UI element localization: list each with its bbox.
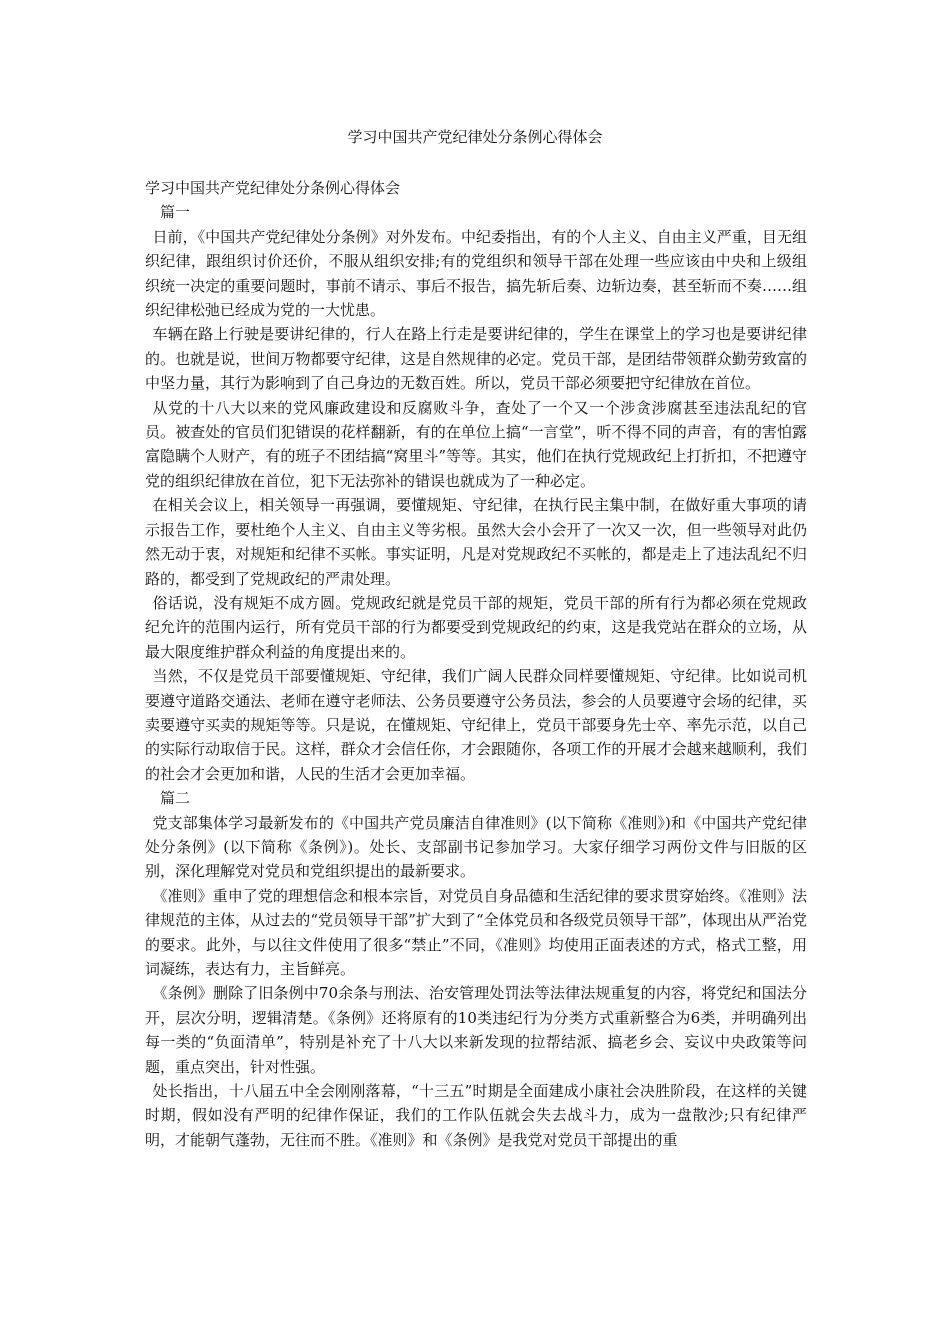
section-heading-1: 篇一 — [160, 203, 191, 222]
section-heading-2: 篇二 — [160, 789, 191, 808]
paragraph: 在相关会议上，相关领导一再强调，要懂规矩、守纪律，在执行民主集中制，在做好重大事项的请示报告工作，要杜绝个人主义、自由主义等劣根。虽然大会小会开了一次又一次，但一些领导对此仍然无动于衷，对规矩和纪律不买帐。事实证明，凡是对党规政纪不买帐的，都是走上了违法乱纪不归路的，都受到了党规政纪的严肃处理。 — [145, 496, 807, 588]
paragraph: 党支部集体学习最新发布的《中国共产党员廉洁自律准则》(以下简称《准则》)和《中国共产党纪律处分条例》(以下简称《条例》)。处长、支部副书记参加学习。大家仔细学习两份文件与旧版的区别，深化理解党对党员和党组织提出的最新要求。 — [145, 813, 807, 881]
document-subtitle: 学习中国共产党纪律处分条例心得体会 — [145, 179, 401, 197]
paragraph: 当然，不仅是党员干部要懂规矩、守纪律，我们广阔人民群众同样要懂规矩、守纪律。比如说司机要遵守道路交通法、老师在遵守老师法、公务员要遵守公务员法，参会的人员要遵守会场的纪律，买卖要遵守买卖的规矩等等。只是说，在懂规矩、守纪律上，党员干部要身先士卒、率先示范，以自己的实际行动取信于民。这样，群众才会信任你，才会跟随你，各项工作的开展才会越来越顺利，我们的社会才会更加和谐，人民的生活才会更加幸福。 — [145, 667, 807, 783]
paragraph: 车辆在路上行驶是要讲纪律的，行人在路上行走是要讲纪律的，学生在课堂上的学习也是要讲纪律的。也就是说，世间万物都要守纪律，这是自然规律的必定。党员干部，是团结带领群众勤劳致富的中坚力量，其行为影响到了自己身边的无数百姓。所以，党员干部必须要把守纪律放在首位。 — [145, 325, 807, 393]
paragraph: 处长指出，十八届五中全会刚刚落幕，“十三五”时期是全面建成小康社会决胜阶段，在这样的关键时期，假如没有严明的纪律作保证，我们的工作队伍就会失去战斗力，成为一盘散沙;只有纪律严明，才能朝气蓬勃，无往而不胜。《准则》和《条例》是我党对党员干部提出的重 — [145, 1082, 807, 1149]
paragraph: 《条例》删除了旧条例中70余条与刑法、治安管理处罚法等法律法规重复的内容，将党纪和国法分开，层次分明，逻辑清楚。《条例》还将原有的10类违纪行为分类方式重新整合为6类，并明确列出每一类的“负面清单”，特别是补充了十八大以来新发现的拉帮结派、搞老乡会、妄议中央政策等问题，重点突出，针对性强。 — [145, 984, 807, 1076]
document-body — [145, 176, 807, 1152]
paragraph: 日前，《中国共产党纪律处分条例》对外发布。中纪委指出，有的个人主义、自由主义严重，目无组织纪律，跟组织讨价还价，不服从组织安排;有的党组织和领导干部在处理一些应该由中央和上级组织统一决定的重要问题时，事前不请示、事后不报告，搞先斩后奏、边斩边奏，甚至斩而不奏……组织纪律松弛已经成为党的一大忧患。 — [145, 227, 807, 320]
paragraph: 俗话说，没有规矩不成方圆。党规政纪就是党员干部的规矩，党员干部的所有行为都必须在党规政纪允许的范围内运行，所有党员干部的行为都要受到党规政纪的约束，这是我党站在群众的立场，从最大限度维护群众利益的角度提出来的。 — [145, 593, 807, 661]
paragraph: 《准则》重申了党的理想信念和根本宗旨，对党员自身品德和生活纪律的要求贯穿始终。《准则》法律规范的主体，从过去的“党员领导干部”扩大到了“全体党员和各级党员领导干部”，体现出从严治党的要求。此外，与以往文件使用了很多“禁止”不同，《准则》均使用正面表述的方式，格式工整，用词凝练，表达有力，主旨鲜亮。 — [145, 886, 807, 978]
paragraph: 从党的十八大以来的党风廉政建设和反腐败斗争，查处了一个又一个涉贪涉腐甚至违法乱纪的官员。被查处的官员们犯错误的花样翻新，有的在单位上搞“一言堂”，听不得不同的声音，有的害怕露富隐瞒个人财产，有的班子不团结搞“窝里斗”等等。其实，他们在执行党规政纪上打折扣，不把遵守党的组织纪律放在首位，犯下无法弥补的错误也就成为了一种必定。 — [145, 398, 807, 490]
document-title: 学习中国共产党纪律处分条例心得体会 — [347, 128, 603, 146]
